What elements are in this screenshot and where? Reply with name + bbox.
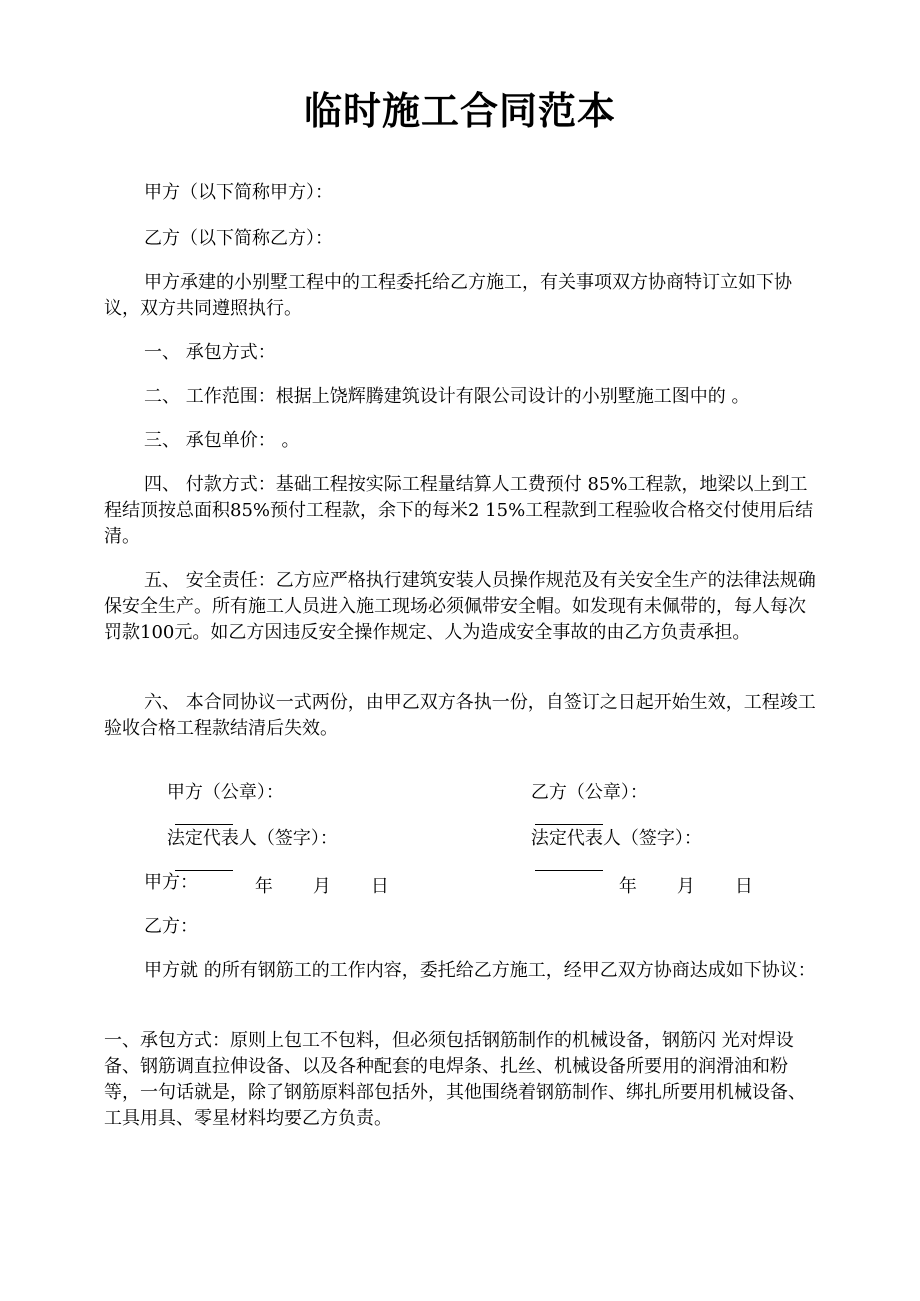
clause-1: 一、 承包方式： [144,342,276,363]
party-b-date-year: 年 [618,876,637,897]
party-b-rep-label: 法定代表人（签字）： [530,828,702,849]
party-a-date-month: 月 [312,876,331,897]
second-party-a: 甲方： [144,872,198,893]
clause-2: 二、 工作范围：根据上饶辉腾建筑设计有限公司设计的小别墅施工图中的 。 [144,386,750,407]
clause-4: 四、 付款方式：基础工程按实际工程量结算人工费预付 85%工程款，地梁以上到工程结顶按总面积85%预付工程款，余下的每米2 15%工程款到工程验收合格交付使用后结清。 [104,474,814,547]
second-clause-1: 一、承包方式：原则上包工不包料，但必须包括钢筋制作的机械设备，钢筋闪 光对焊设备、钢筋调直拉伸设备、以及各种配套的电焊条、扎丝、机械设备所要用的润滑油和粉等，一句话就是，除了钢筋原料部包括外，其他围绕着钢筋制作、绑扎所要用机械设备、工具用具、零星材料均要乙方负责。 [104,1030,806,1129]
party-b-line: 乙方（以下简称乙方）： [144,228,333,249]
party-a-rep-blank [175,852,233,871]
second-intro: 甲方就 的所有钢筋工的工作内容，委托给乙方施工，经甲乙双方协商达成如下协议： [144,960,816,981]
clause-3: 三、 承包单价： 。 [144,430,300,451]
clause-5: 五、 安全责任：乙方应严格执行建筑安装人员操作规范及有关安全生产的法律法规确保安全生产。所有施工人员进入施工现场必须佩带安全帽。如发现有未佩带的，每人每次罚款100元。如乙方因违反安全操作规定、人为造成安全事故的由乙方负责承担。 [104,570,816,643]
document-title: 临时施工合同范本 [303,89,616,133]
party-a-seal-label: 甲方（公章）： [166,782,284,803]
party-a-line: 甲方（以下简称甲方）： [144,182,333,203]
party-a-date-day: 日 [370,876,389,897]
party-b-rep-blank [535,852,603,871]
party-a-date [232,848,389,926]
party-a-rep-label: 法定代表人（签字）： [166,828,338,849]
party-b-seal-label: 乙方（公章）： [530,782,648,803]
party-b-date-month: 月 [676,876,695,897]
party-b-date [596,848,753,926]
party-b-date-day: 日 [734,876,753,897]
clause-6: 六、 本合同协议一式两份，由甲乙双方各执一份，自签订之日起开始生效，工程竣工验收合格工程款结清后失效。 [104,692,816,739]
second-party-b: 乙方： [144,916,198,937]
party-a-date-year: 年 [254,876,273,897]
intro-paragraph: 甲方承建的小别墅工程中的工程委托给乙方施工，有关事项双方协商特订立如下协议，双方共同遵照执行。 [104,272,792,319]
